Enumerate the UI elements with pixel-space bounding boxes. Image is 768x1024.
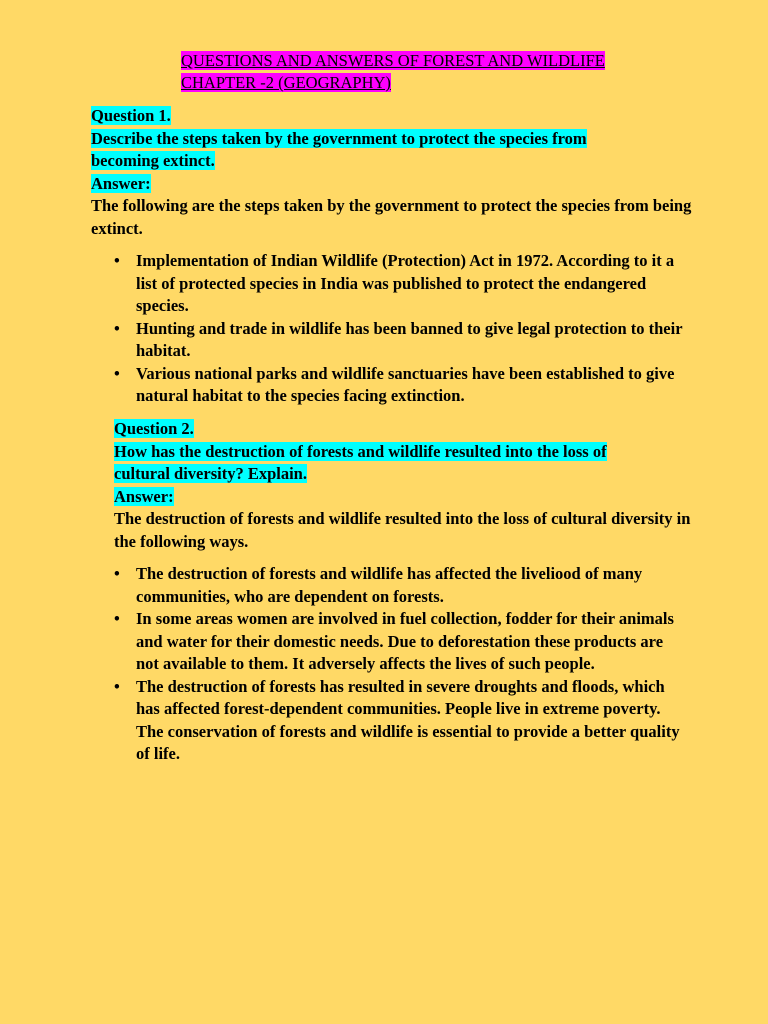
answer-2-point-text: The destruction of forests has resulted in severe droughts and floods, which has affected forest-dependent communities. People live in extreme poverty. (136, 676, 665, 718)
answer-2-point: • In some areas women are involved in fuel collection, fodder for their animals and water for their domestic needs. Due to deforestation these products are not available to them. It adversely affects the lives of such people. (114, 608, 689, 676)
question-1-text-line-1: Describe the steps taken by the government to protect the species from (91, 128, 587, 148)
title-line-1: QUESTIONS AND ANSWERS OF FOREST AND WILDLIFE (181, 51, 605, 70)
question-2-text-line-2: cultural diversity? Explain. (114, 464, 307, 483)
answer-2-point-last (114, 676, 689, 766)
answer-2-conclusion: The conservation of forests and wildlife is essential to provide a better quality of life. (136, 721, 680, 763)
answer-1-point: • Various national parks and wildlife sanctuaries have been established to give natural habitat to the species facing extinction. (114, 363, 689, 408)
title-line-2: CHAPTER -2 (GEOGRAPHY) (181, 73, 391, 92)
question-1-block (91, 105, 711, 240)
question-2-block (114, 418, 714, 553)
question-2-text-line-1: How has the destruction of forests and wildlife resulted into the loss of (114, 441, 607, 461)
answer-1-intro: The following are the steps taken by the government to protect the species from being extinct. (91, 196, 692, 238)
document-title (181, 50, 681, 94)
answer-2-points (114, 563, 689, 766)
answer-1-points (114, 250, 689, 408)
question-1-label: Question 1. (91, 106, 171, 125)
answer-2-point: • The destruction of forests and wildlife has affected the liveliood of many communities, who are dependent on forests. (114, 563, 689, 608)
question-1-text-line-2: becoming extinct. (91, 151, 215, 170)
question-2-label: Question 2. (114, 419, 194, 438)
answer-2-label: Answer: (114, 486, 174, 506)
answer-1-label: Answer: (91, 173, 151, 193)
answer-1-point: • Hunting and trade in wildlife has been banned to give legal protection to their habitat. (114, 318, 689, 363)
answer-2-intro: The destruction of forests and wildlife resulted into the loss of cultural diversity in the following ways. (114, 509, 691, 551)
answer-1-point: • Implementation of Indian Wildlife (Protection) Act in 1972. According to it a list of protected species in India was published to protect the endangered species. (114, 250, 689, 318)
